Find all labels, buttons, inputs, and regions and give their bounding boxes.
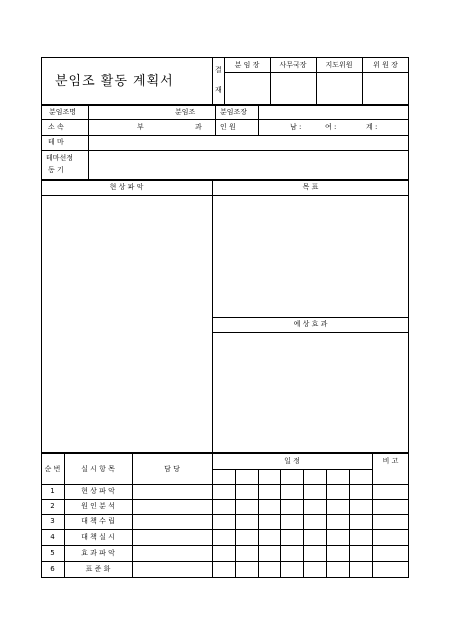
current-state-header: 현 상 파 악 bbox=[109, 183, 144, 191]
male-count-label: 남 : bbox=[290, 123, 302, 131]
date-header: 일 정 bbox=[284, 457, 300, 465]
motive-label-line2: 동 기 bbox=[48, 166, 64, 174]
row-item: 표 준 화 bbox=[85, 565, 111, 573]
info-grid bbox=[41, 105, 409, 180]
affiliation-label: 소 속 bbox=[48, 123, 64, 131]
motive-label-line1: 테마선정 bbox=[46, 154, 74, 162]
row-number: 4 bbox=[50, 533, 55, 541]
approval-label-top: 결 bbox=[215, 66, 222, 74]
group-suffix: 분임조 bbox=[175, 108, 196, 116]
goal-header: 목 표 bbox=[302, 183, 319, 191]
seq-header: 순 번 bbox=[44, 465, 61, 473]
theme-label: 테 마 bbox=[48, 138, 64, 146]
item-header: 실 시 항 목 bbox=[81, 465, 115, 473]
total-count-label: 계 : bbox=[366, 123, 378, 131]
approval-role-leader: 분 임 장 bbox=[234, 61, 260, 69]
row-number: 6 bbox=[50, 565, 55, 573]
owner-header: 담 당 bbox=[164, 465, 180, 473]
group-name-label: 분임조명 bbox=[49, 108, 77, 116]
approval-role-advisor: 지도위원 bbox=[325, 61, 353, 69]
members-label: 인 원 bbox=[220, 123, 236, 131]
row-item: 원 인 분 석 bbox=[81, 502, 115, 510]
female-count-label: 여 : bbox=[325, 123, 337, 131]
leader-label: 분임조장 bbox=[220, 108, 248, 116]
approval-role-chair: 위 원 장 bbox=[373, 61, 398, 69]
note-header: 비 고 bbox=[382, 457, 399, 465]
row-number: 3 bbox=[50, 517, 55, 525]
form-title: 분임조 활동 계획서 bbox=[55, 74, 174, 89]
dept-label: 부 bbox=[137, 123, 144, 131]
approval-divider bbox=[212, 57, 213, 105]
row-item: 대 책 수 립 bbox=[81, 517, 115, 525]
expected-effect-header: 예 상 효 과 bbox=[293, 320, 328, 328]
approval-label-bottom: 재 bbox=[215, 86, 222, 94]
row-number: 5 bbox=[50, 549, 55, 557]
row-item: 효 과 파 악 bbox=[81, 549, 115, 557]
approval-role-office: 사무국장 bbox=[279, 61, 307, 69]
row-item: 현 상 파 악 bbox=[81, 487, 115, 495]
section-label: 과 bbox=[195, 123, 202, 131]
row-item: 대 책 실 시 bbox=[81, 533, 115, 541]
row-number: 2 bbox=[50, 502, 55, 510]
row-number: 1 bbox=[50, 487, 55, 495]
